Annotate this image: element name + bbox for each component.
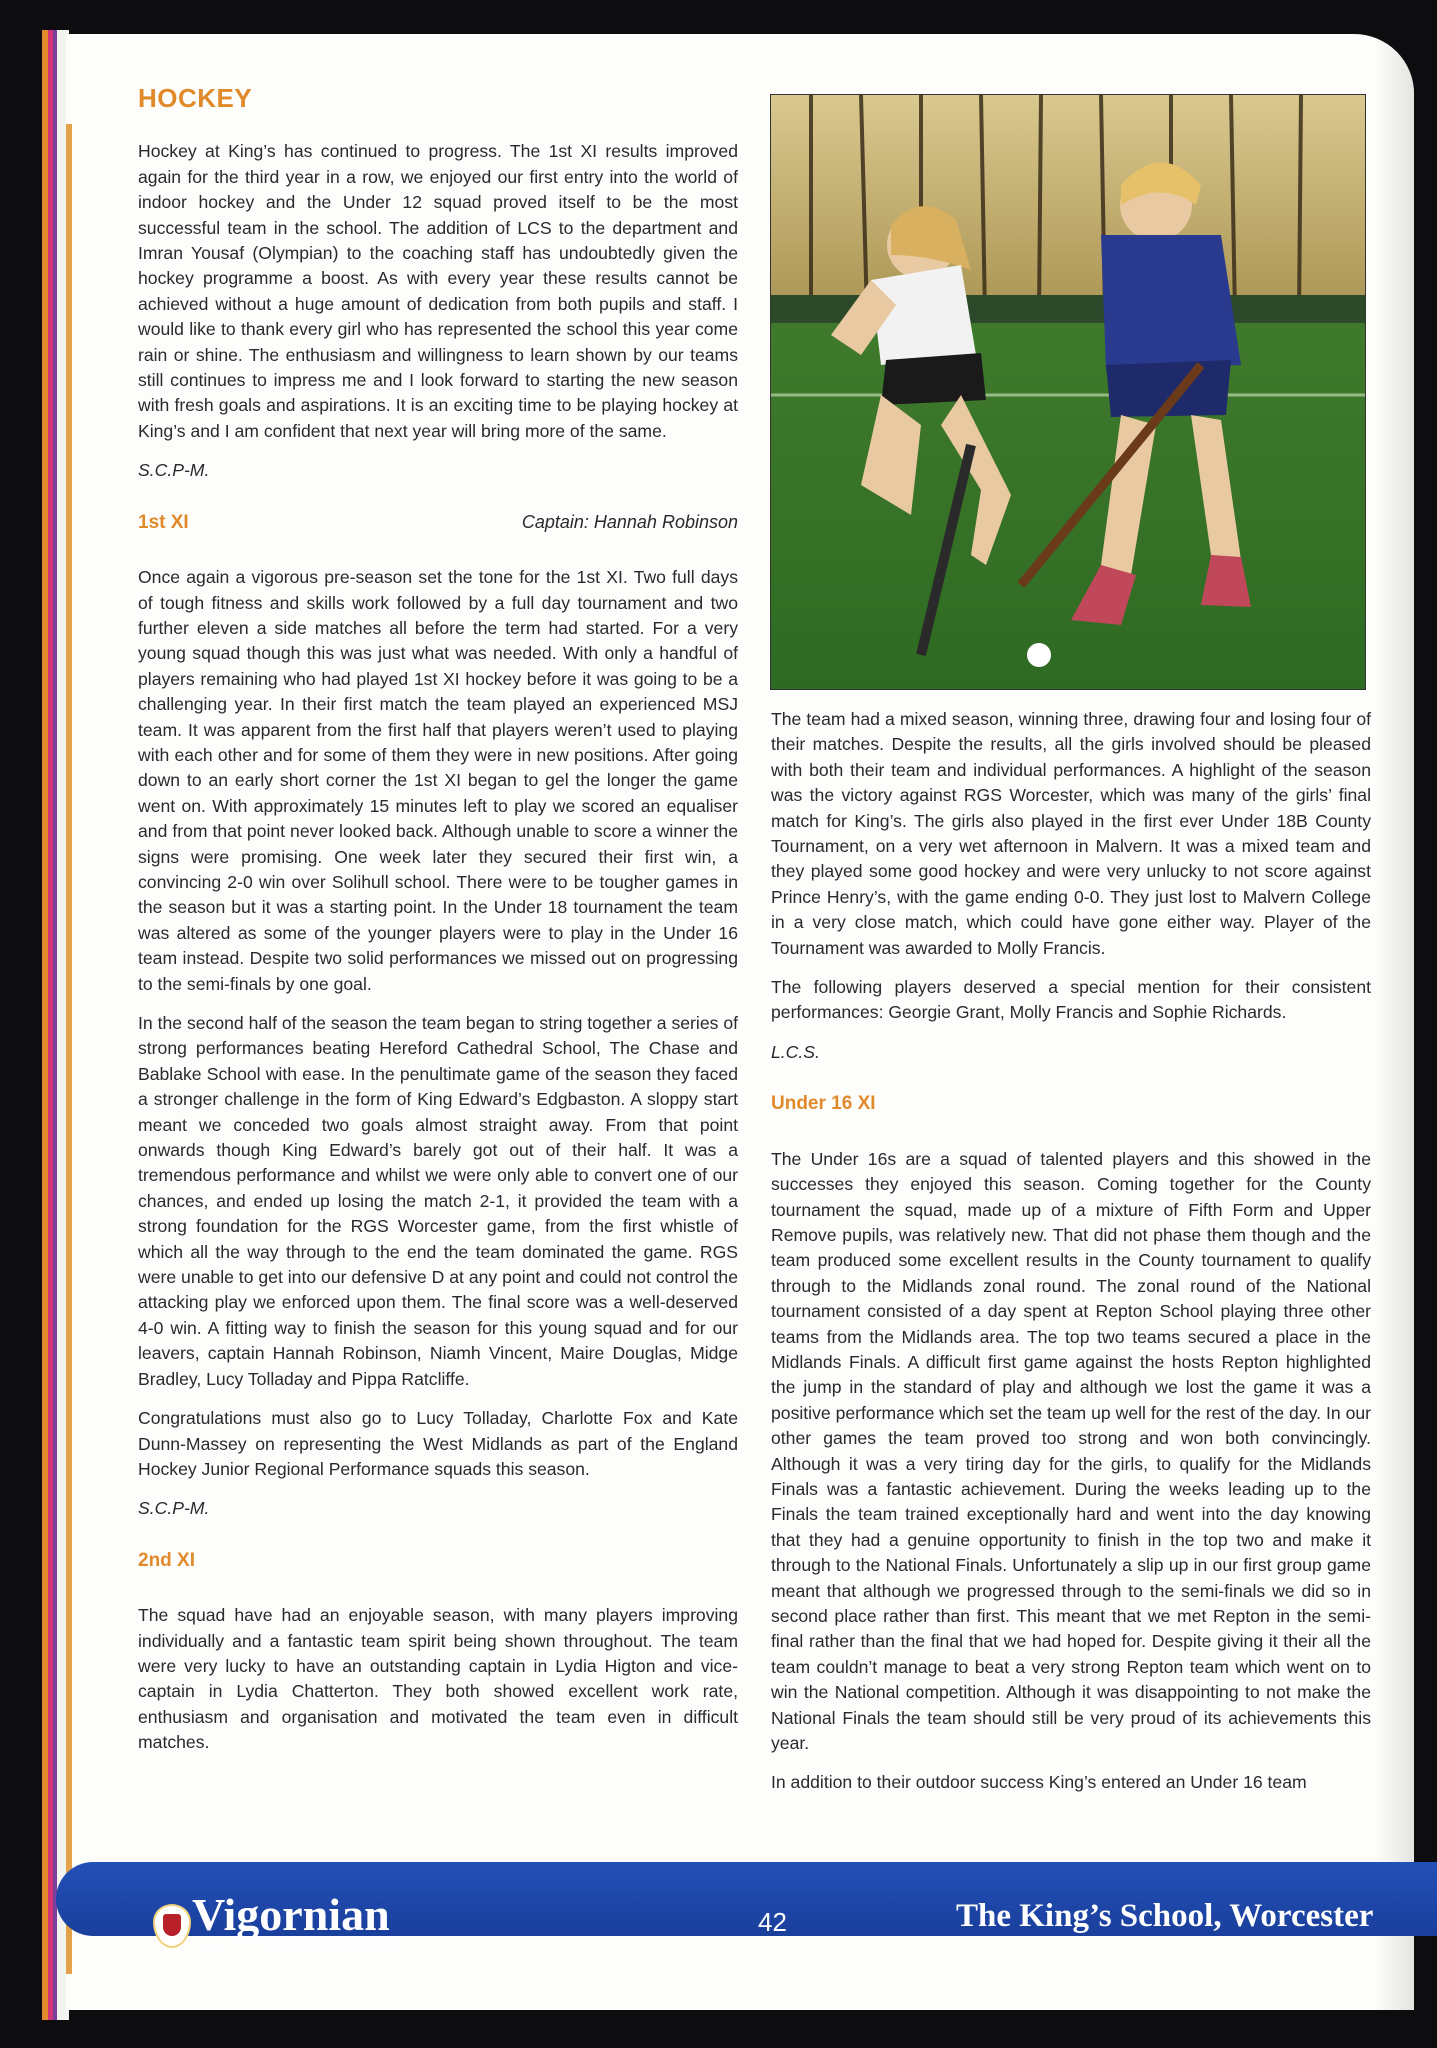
second-xi-paragraph: The team had a mixed season, winning three, drawing four and losing four of their matches. Despite the results, all the girls involved should be pleased with both their team and individual performances. A highlight of the season was the victory against RGS Worcester, which was many of the girls’ final match for King’s. The girls also played in the first ever Under 18B County Tournament, on a very wet afternoon in Malvern. It was a mixed team and they played some good hockey and were very unlucky to not score against Prince Henry’s, with the game ending 0-0. They just lost to Malvern College in a very close match, which could have gone either way. Player of the Tournament was awarded to Molly Francis. bbox=[771, 709, 1371, 958]
author-signature: L.C.S. bbox=[771, 1041, 820, 1062]
first-xi-paragraph: Congratulations must also go to Lucy Tolladay, Charlotte Fox and Kate Dunn-Massey on representing the West Midlands as part of the England Hockey Junior Regional Performance squads this season. bbox=[138, 1408, 738, 1479]
author-signature: S.C.P-M. bbox=[138, 1498, 210, 1519]
logo-year: 2015 bbox=[204, 1942, 225, 1952]
intro-paragraph: Hockey at King’s has continued to progress. The 1st XI results improved again for the third year in a row, we enjoyed our first entry into the world of indoor hockey and the Under 12 squad proved itself to be the most successful team in the school. The addition of LCS to the department and Imran Yousaf (Olympian) to the coaching staff has undoubtedly given the hockey programme a boost. As with every year these results cannot be achieved without a huge amount of dedication from both pupils and staff. I would like to thank every girl who has represented the school this year come rain or shine. The enthusiasm and willingness to learn shown by our teams still continues to impress me and I look forward to starting the new season with fresh goals and aspirations. It is an exciting time to be playing hockey at King’s and I am confident that next year will bring more of the same. bbox=[138, 141, 738, 441]
logo-subtitle: THE KING'S SCHOOL, WORCESTER bbox=[264, 1942, 402, 1951]
first-xi-title: 1st XI bbox=[138, 511, 189, 533]
margin-rule bbox=[66, 124, 72, 1974]
hockey-photo bbox=[770, 94, 1366, 690]
page-number: 42 bbox=[758, 1907, 787, 1937]
section-heading: HOCKEY bbox=[138, 83, 253, 113]
second-xi-paragraph: The following players deserved a special mention for their consistent performances: Georgie Grant, Molly Francis and Sophie Richards. bbox=[771, 977, 1371, 1023]
school-name: The King’s School, Worcester bbox=[956, 1898, 1374, 1934]
first-xi-header bbox=[138, 510, 738, 535]
captain-line: Captain: Hannah Robinson bbox=[521, 511, 738, 532]
magazine-page bbox=[66, 34, 1414, 2010]
first-xi-paragraph: Once again a vigorous pre-season set the tone for the 1st XI. Two full days of tough fitness and skills work followed by a full day tournament and two further eleven a side matches all before the term had started. For a very young squad though this was just what was needed. With only a handful of players remaining who had played 1st XI hockey before it was going to be a challenging year. In their first match the team played an experienced MSJ team. It was apparent from the first half that players weren’t used to playing with each other and for some of them they were in new positions. After going down to an early short corner the 1st XI began to gel the longer the game went on. With approximately 15 minutes left to play we scored an equaliser and from that point never looked back. Although unable to score a winner the signs were promising. One week later they secured their first win, a convincing 2-0 win over Solihull school. There were to be tougher games in the season but it was a starting point. In the Under 18 tournament the team was altered as some of the younger players were to play in the Under 16 team instead. Despite two solid performances we missed out on progressing to the semi-finals by one goal. bbox=[138, 567, 738, 994]
first-xi-paragraph: In the second half of the season the team began to string together a series of strong performances beating Hereford Cathedral School, The Chase and Bablake School with ease. In the penultimate game of the season they faced a stronger challenge in the form of King Edward’s Edgbaston. A sloppy start meant we conceded two goals almost straight away. From that point onwards though King Edward’s barely got out of their half. It was a tremendous performance and whilst we were only able to convert one of our chances, and ended up losing the match 2-1, it provided the team with a strong foundation for the RGS Worcester game, from the first whistle of which all the way through to the end the team dominated the game. RGS were unable to get into our defensive D at any point and could not control the attacking play we enforced upon them. The final score was a well-deserved 4-0 win. A fitting way to finish the season for this young squad and for our leavers, captain Hannah Robinson, Niamh Vincent, Maire Douglas, Midge Bradley, Lucy Tolladay and Pippa Ratcliffe. bbox=[138, 1013, 738, 1389]
under16-title: Under 16 XI bbox=[771, 1093, 876, 1115]
author-signature: S.C.P-M. bbox=[138, 460, 210, 481]
vigornian-logo: Vigornian bbox=[192, 1889, 390, 1940]
under16-paragraph: In addition to their outdoor success King’s entered an Under 16 team bbox=[771, 1772, 1307, 1793]
under16-paragraph: The Under 16s are a squad of talented players and this showed in the successes they enjoyed this season. Coming together for the County tournament the squad, made up of a mixture of Fifth Form and Upper Remove pupils, was relatively new. That did not phase them though and the team produced some excellent results in the County tournament to qualify through to the Midlands zonal round. The zonal round of the National tournament consisted of a day spent at Repton School playing three other teams from the Midlands area. The top two teams secured a place in the Midlands Finals. A difficult first game against the hosts Repton highlighted the jump in the standard of play and although we lost the game it was a positive performance which set the team up well for the rest of the day. In our other games the team proved too strong and won both convincingly. Although it was a very tiring day for the girls, to qualify for the Midlands Finals was a fantastic achievement. During the weeks leading up to the Finals the team trained exceptionally hard and went into the day knowing that they had a genuine opportunity to finish in the top two and make it through to the National Finals. Unfortunately a slip up in our first group game meant that although we progressed through to the semi-finals we did so in second place rather than first. This meant that we met Repton in the semi-final rather than the final that we had hoped for. Despite giving it their all the team couldn’t manage to beat a very strong Repton team which went on to win the National competition. Although it was disappointing to not make the National Finals the team should still be very proud of its achievements this year. bbox=[771, 1148, 1371, 1754]
right-column bbox=[771, 707, 1371, 1810]
page-curl bbox=[1374, 34, 1414, 2010]
second-xi-paragraph: The squad have had an enjoyable season, with many players improving individually and a fantastic team spirit being shown throughout. The team were very lucky to have an outstanding captain in Lydia Higton and vice-captain in Lydia Chatterton. They both showed excellent work rate, enthusiasm and organisation and motivated the team even in difficult matches. bbox=[138, 1605, 738, 1753]
left-column bbox=[138, 83, 738, 1770]
second-xi-title: 2nd XI bbox=[138, 1549, 196, 1571]
